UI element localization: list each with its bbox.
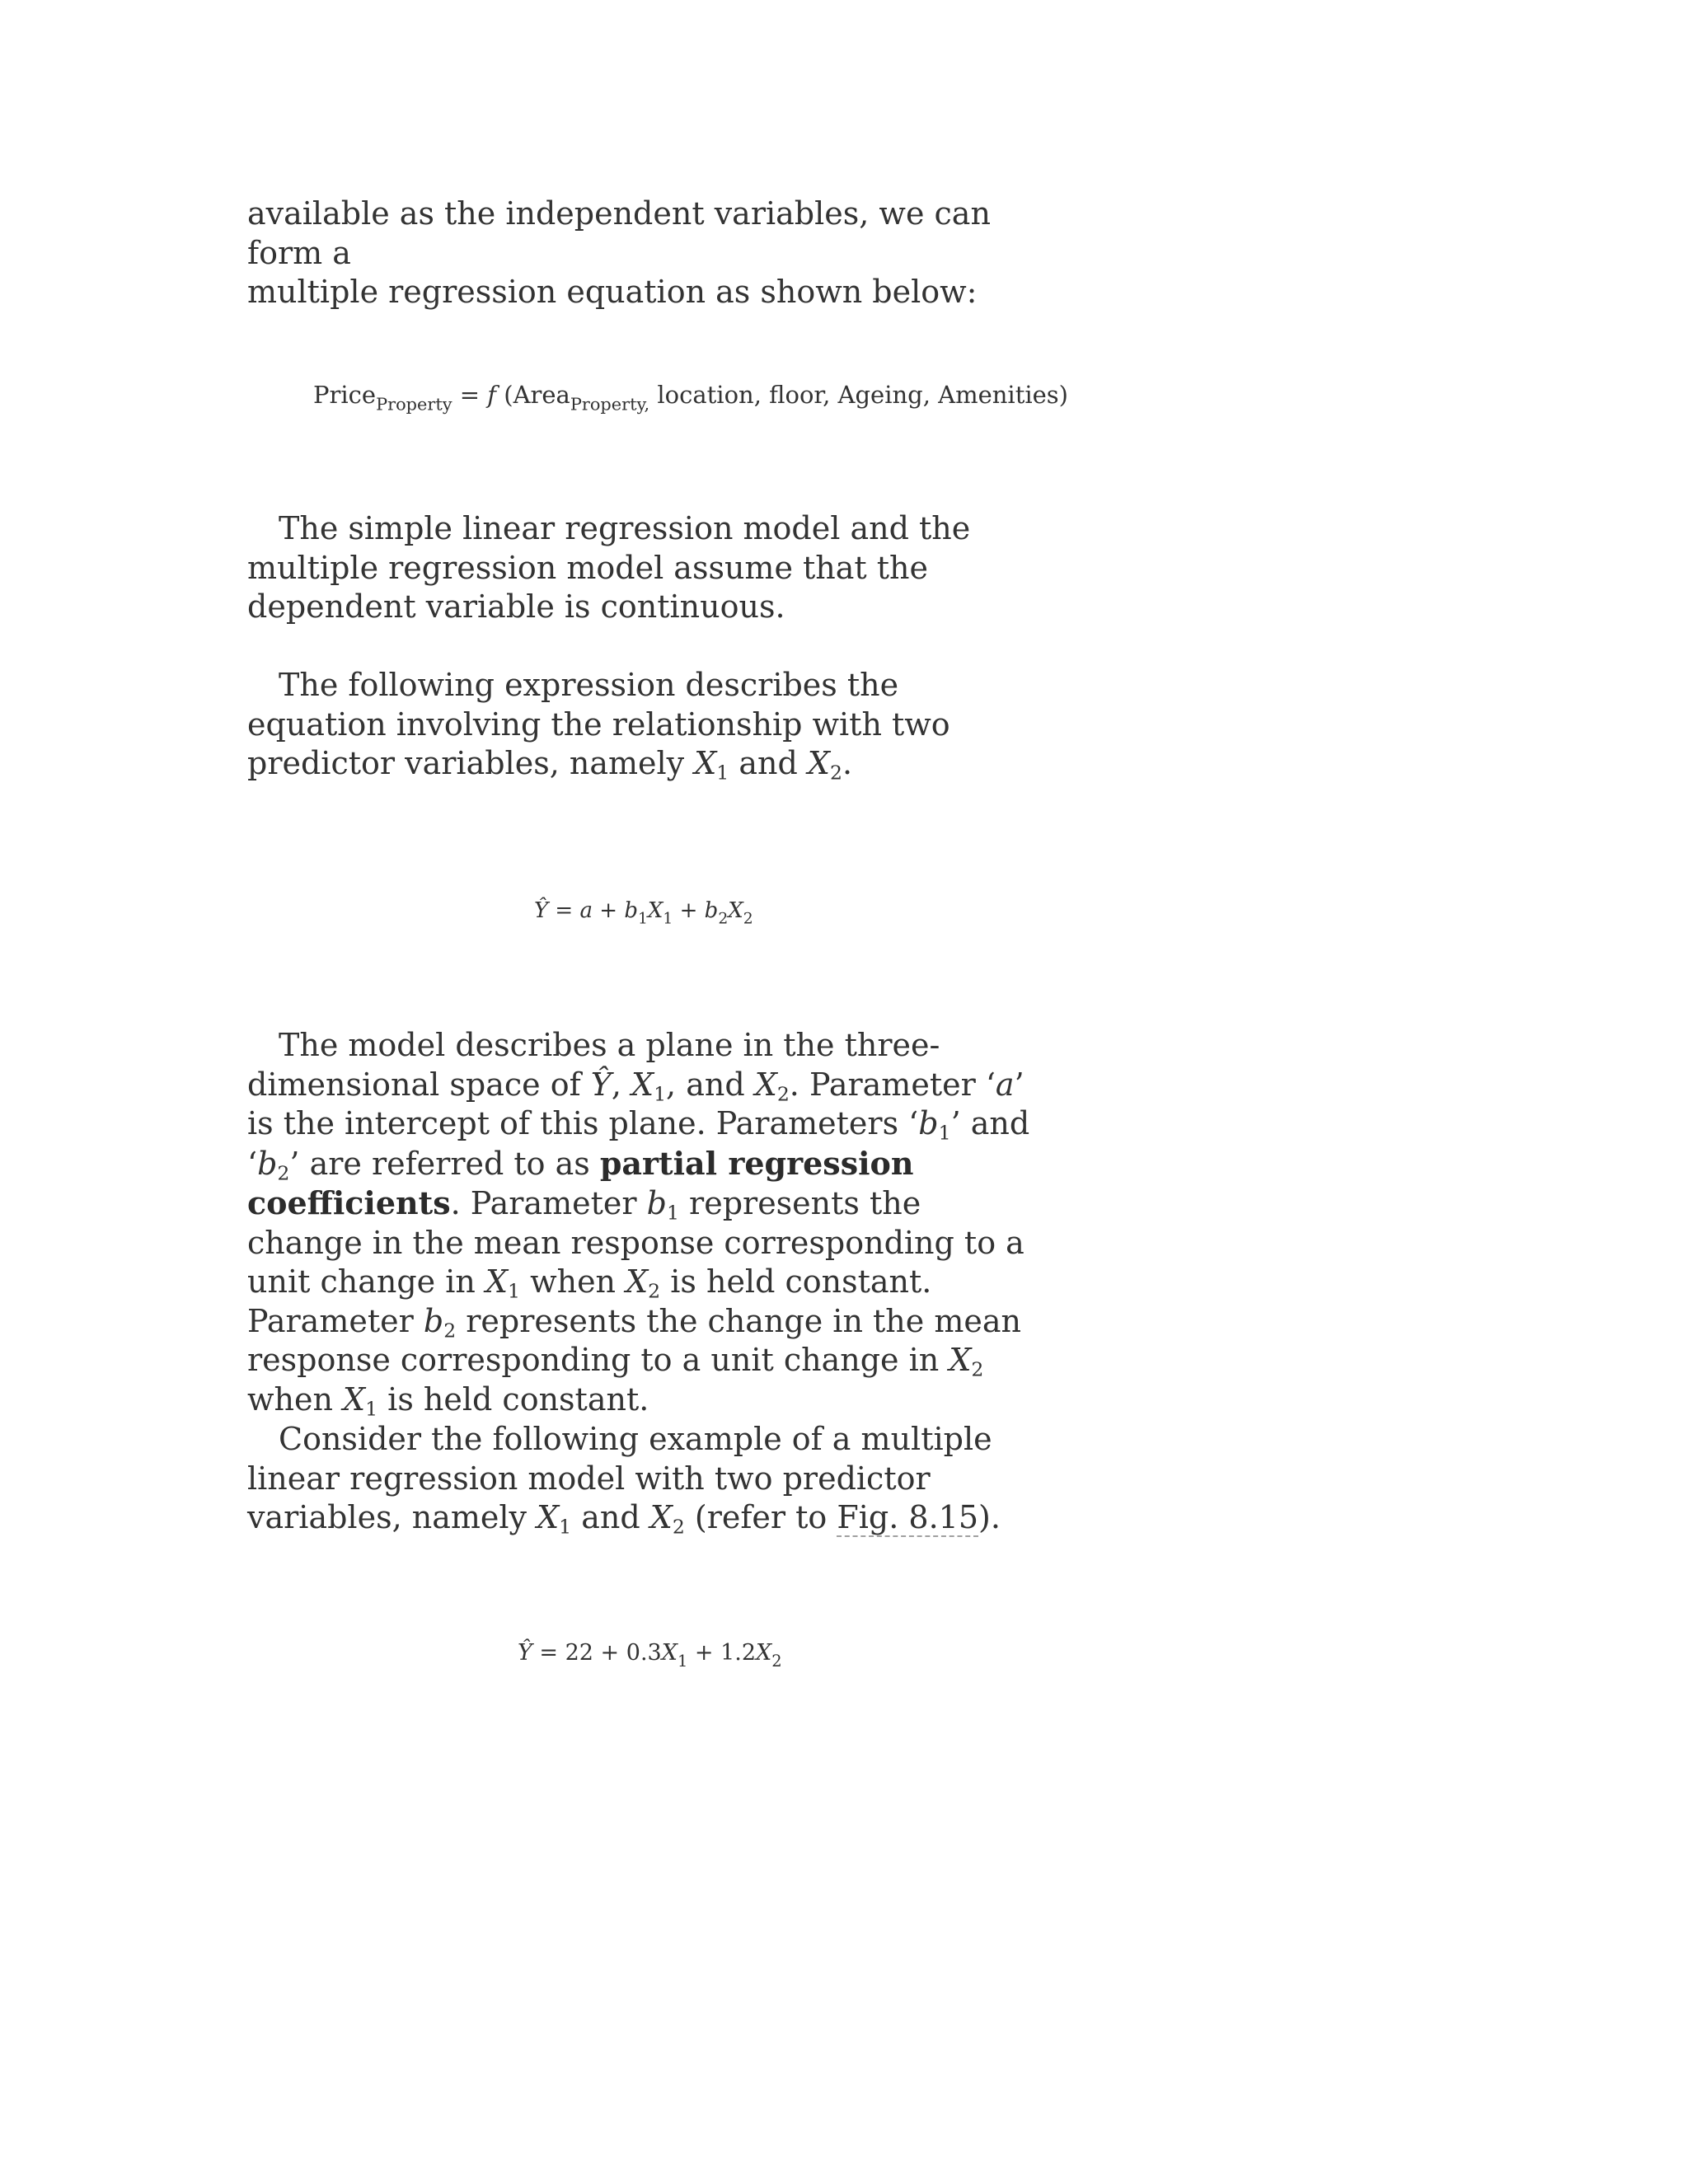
paragraph-continuous-text: The simple linear regression model and the multiple regression model assume that the dependent variable is continuous. (247, 510, 971, 625)
paragraph-two-predictors: The following expression describes the equation involving the relationship with two predictor variables, namely $X_1$ and $X_2$. (247, 667, 950, 785)
paragraph-intro-line-1: available as the independent variables, we can form a (247, 195, 991, 271)
equation-example-model: Ŷ = $22 + 0.3X_1 + 1.2X_2$ (518, 1640, 782, 1671)
bold-term-partial-regression-coefficients: partial regression coefficients (247, 1144, 914, 1221)
paragraph-example: Consider the following example of a multiple linear regression model with two predictor variables, namely $X_1$ and $X_2$ (refer to Fig. 8.15). (247, 1421, 1001, 1539)
paragraph-continuous (247, 509, 1039, 627)
paragraph-intro-line-2: multiple regression equation as shown below: (247, 274, 978, 310)
paragraph-intro (247, 194, 1039, 312)
equation-general-model: Ŷ = $a + b_1X_1 + b_2X_2$ (534, 898, 753, 928)
equation-price-property: Price$_{Property}$ = f (Area$_{Property,}$ location, floor, Ageing, Amenities) (313, 381, 1068, 415)
figure-reference-link[interactable]: Fig. 8.15 (837, 1499, 979, 1535)
paragraph-plane-model: The model describes a plane in the three-dimensional space of Ŷ, $X_1$, and $X_2$. Parameter ‘a’ is the intercept of this plane. Parameters ‘$b_1$’ and ‘$b_2$’ are referred to as partial regression coefficients. Parameter $b_1$ represents the change in the mean response corresponding to a unit change in $X_1$ when $X_2$ is held constant. Parameter $b_2$ represents the change in the mean response corresponding to a unit change in $X_2$ when $X_1$ is held constant. (247, 1027, 1030, 1421)
